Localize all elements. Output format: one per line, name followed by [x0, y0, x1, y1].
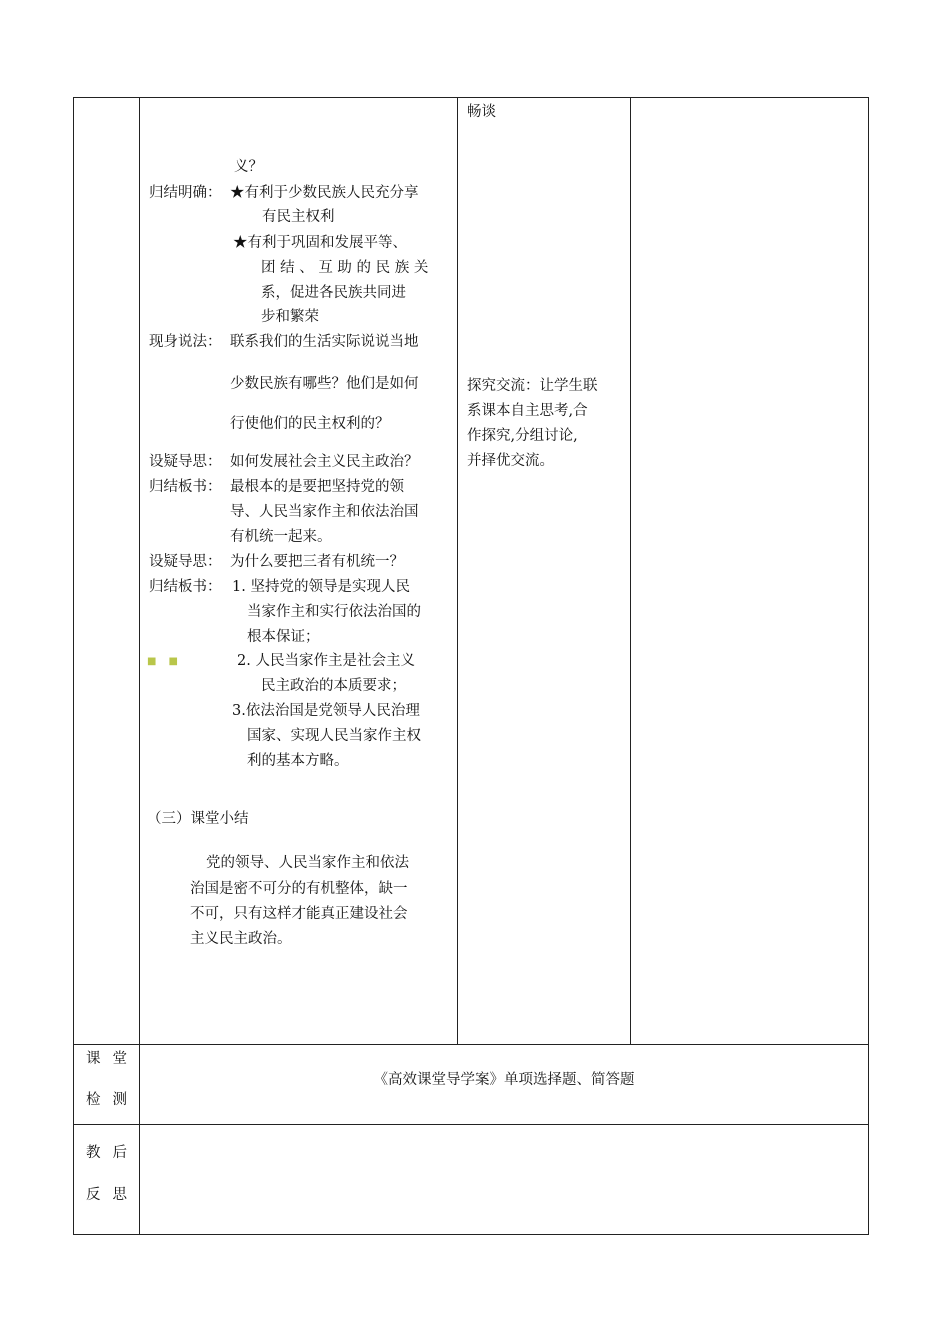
- text-star1-line2: 有民主权利: [262, 209, 335, 225]
- text-banshu1-line3: 有机统一起来。: [230, 529, 332, 545]
- label-check-line1: 课堂: [86, 1051, 139, 1067]
- text-star2-line2: 团 结 、 互 助 的 民 族 关: [261, 260, 429, 276]
- table-top-border: [73, 97, 869, 98]
- table-right-border: [868, 97, 869, 1235]
- text-xianshen-line3: 行使他们的民主权利的？: [230, 416, 390, 432]
- text-banshu1-line2: 导、人民当家作主和依法治国: [230, 504, 419, 520]
- summary-line3: 不可，只有这样才能真正建设社会: [190, 906, 408, 922]
- text-shiyi-2: 为什么要把三者有机统一？: [230, 554, 404, 570]
- text-star2-line3: 系，促进各民族共同进: [261, 285, 406, 301]
- col-divider-3: [630, 97, 631, 1045]
- label-shiyi-1: 设疑导思：: [149, 454, 222, 470]
- label-reflect-line1: 教后: [86, 1145, 139, 1161]
- text-yi: 义？: [234, 159, 263, 175]
- summary-line1: 党的领导、人民当家作主和依法: [206, 855, 409, 871]
- text-item3-line1: 3.依法治国是党领导人民治理: [232, 703, 420, 719]
- label-reflect-line2: 反思: [86, 1187, 139, 1203]
- label-xianshen: 现身说法：: [149, 334, 222, 350]
- summary-title: （三）课堂小结: [147, 811, 249, 827]
- col-divider-2: [457, 97, 458, 1045]
- text-shiyi-1: 如何发展社会主义民主政治？: [230, 454, 419, 470]
- text-tanjiu-line1: 探究交流：让学生联: [467, 378, 598, 394]
- text-item3-line2: 国家、实现人民当家作主权: [247, 728, 421, 744]
- decorative-dots: ■■: [147, 656, 190, 667]
- text-item3-line3: 利的基本方略。: [247, 753, 349, 769]
- text-item1-line3: 根本保证；: [247, 629, 320, 645]
- label-banshu-1: 归结板书：: [149, 479, 222, 495]
- row-divider-check: [73, 1044, 869, 1045]
- summary-line2: 治国是密不可分的有机整体，缺一: [190, 881, 408, 897]
- text-item2-line2: 民主政治的本质要求；: [261, 678, 406, 694]
- text-tanjiu-line3: 作探究,分组讨论,: [467, 428, 578, 444]
- text-changtan: 畅谈: [467, 104, 496, 120]
- label-banshu-2: 归结板书：: [149, 579, 222, 595]
- row-divider-reflect: [73, 1124, 869, 1125]
- text-tanjiu-line4: 并择优交流。: [467, 453, 554, 469]
- label-guijie-mingque: 归结明确：: [149, 185, 222, 201]
- text-star1-line1: ★有利于少数民族人民充分享: [230, 185, 419, 201]
- text-banshu1-line1: 最根本的是要把坚持党的领: [230, 479, 404, 495]
- label-check-line2: 检测: [86, 1092, 139, 1108]
- text-xianshen-line1: 联系我们的生活实际说说当地: [230, 334, 419, 350]
- text-item2-line1: 2. 人民当家作主是社会主义: [237, 653, 415, 669]
- text-star2-line4: 步和繁荣: [261, 309, 319, 325]
- text-xianshen-line2: 少数民族有哪些？他们是如何: [230, 376, 419, 392]
- check-content: 《高效课堂导学案》单项选择题、简答题: [373, 1072, 635, 1088]
- text-item1-line1: 1. 坚持党的领导是实现人民: [232, 579, 410, 595]
- col-divider-1: [139, 97, 140, 1235]
- text-item1-line2: 当家作主和实行依法治国的: [247, 604, 421, 620]
- text-star2-line1: ★有利于巩固和发展平等、: [233, 235, 407, 251]
- summary-line4: 主义民主政治。: [190, 931, 292, 947]
- table-bottom-border: [73, 1234, 869, 1235]
- text-tanjiu-line2: 系课本自主思考,合: [467, 403, 588, 419]
- table-left-border: [73, 97, 74, 1235]
- label-shiyi-2: 设疑导思：: [149, 554, 222, 570]
